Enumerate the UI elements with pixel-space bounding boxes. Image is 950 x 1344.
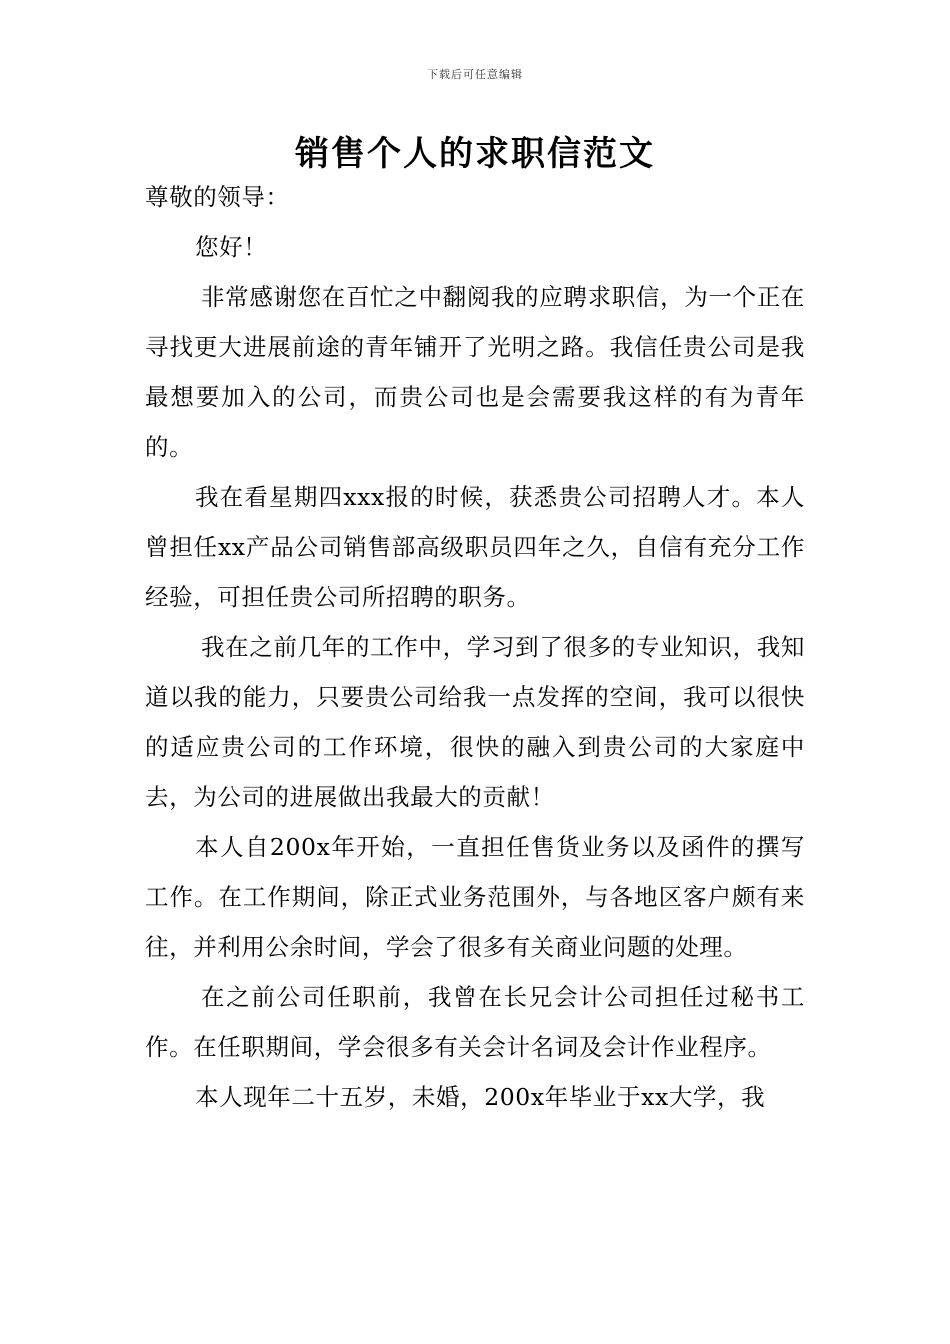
letter-body [145,172,805,1122]
header-note: 下载后可任意编辑 [427,68,523,81]
paragraph-4: 本人自200x年开始，一直担任售货业务以及函件的撰写工作。在工作期间，除正式业务范围外，与各地区客户颇有来往，并利用公余时间，学会了很多有关商业问题的处理。 [145,833,805,961]
salutation: 尊敬的领导： [145,183,290,211]
page-title: 销售个人的求职信范文 [295,134,655,174]
paragraph-3: 我在之前几年的工作中，学习到了很多的专业知识，我知道以我的能力，只要贵公司给我一点发挥的空间，我可以很快的适应贵公司的工作环境，很快的融入到贵公司的大家庭中去，为公司的进展做出我最大的贡献！ [145,633,805,811]
paragraph-2: 我在看星期四xxx报的时候，获悉贵公司招聘人才。本人曾担任xx产品公司销售部高级职员四年之久，自信有充分工作经验，可担任贵公司所招聘的职务。 [145,483,805,611]
paragraph-1: 非常感谢您在百忙之中翻阅我的应聘求职信，为一个正在寻找更大进展前途的青年铺开了光明之路。我信任贵公司是我最想要加入的公司，而贵公司也是会需要我这样的有为青年的。 [145,283,805,461]
paragraph-5: 在之前公司任职前，我曾在长兄会计公司担任过秘书工作。在任职期间，学会很多有关会计名词及会计作业程序。 [145,983,805,1061]
greeting: 您好！ [195,233,268,261]
paragraph-6: 本人现年二十五岁，未婚，200x年毕业于xx大学，我 [195,1083,766,1111]
